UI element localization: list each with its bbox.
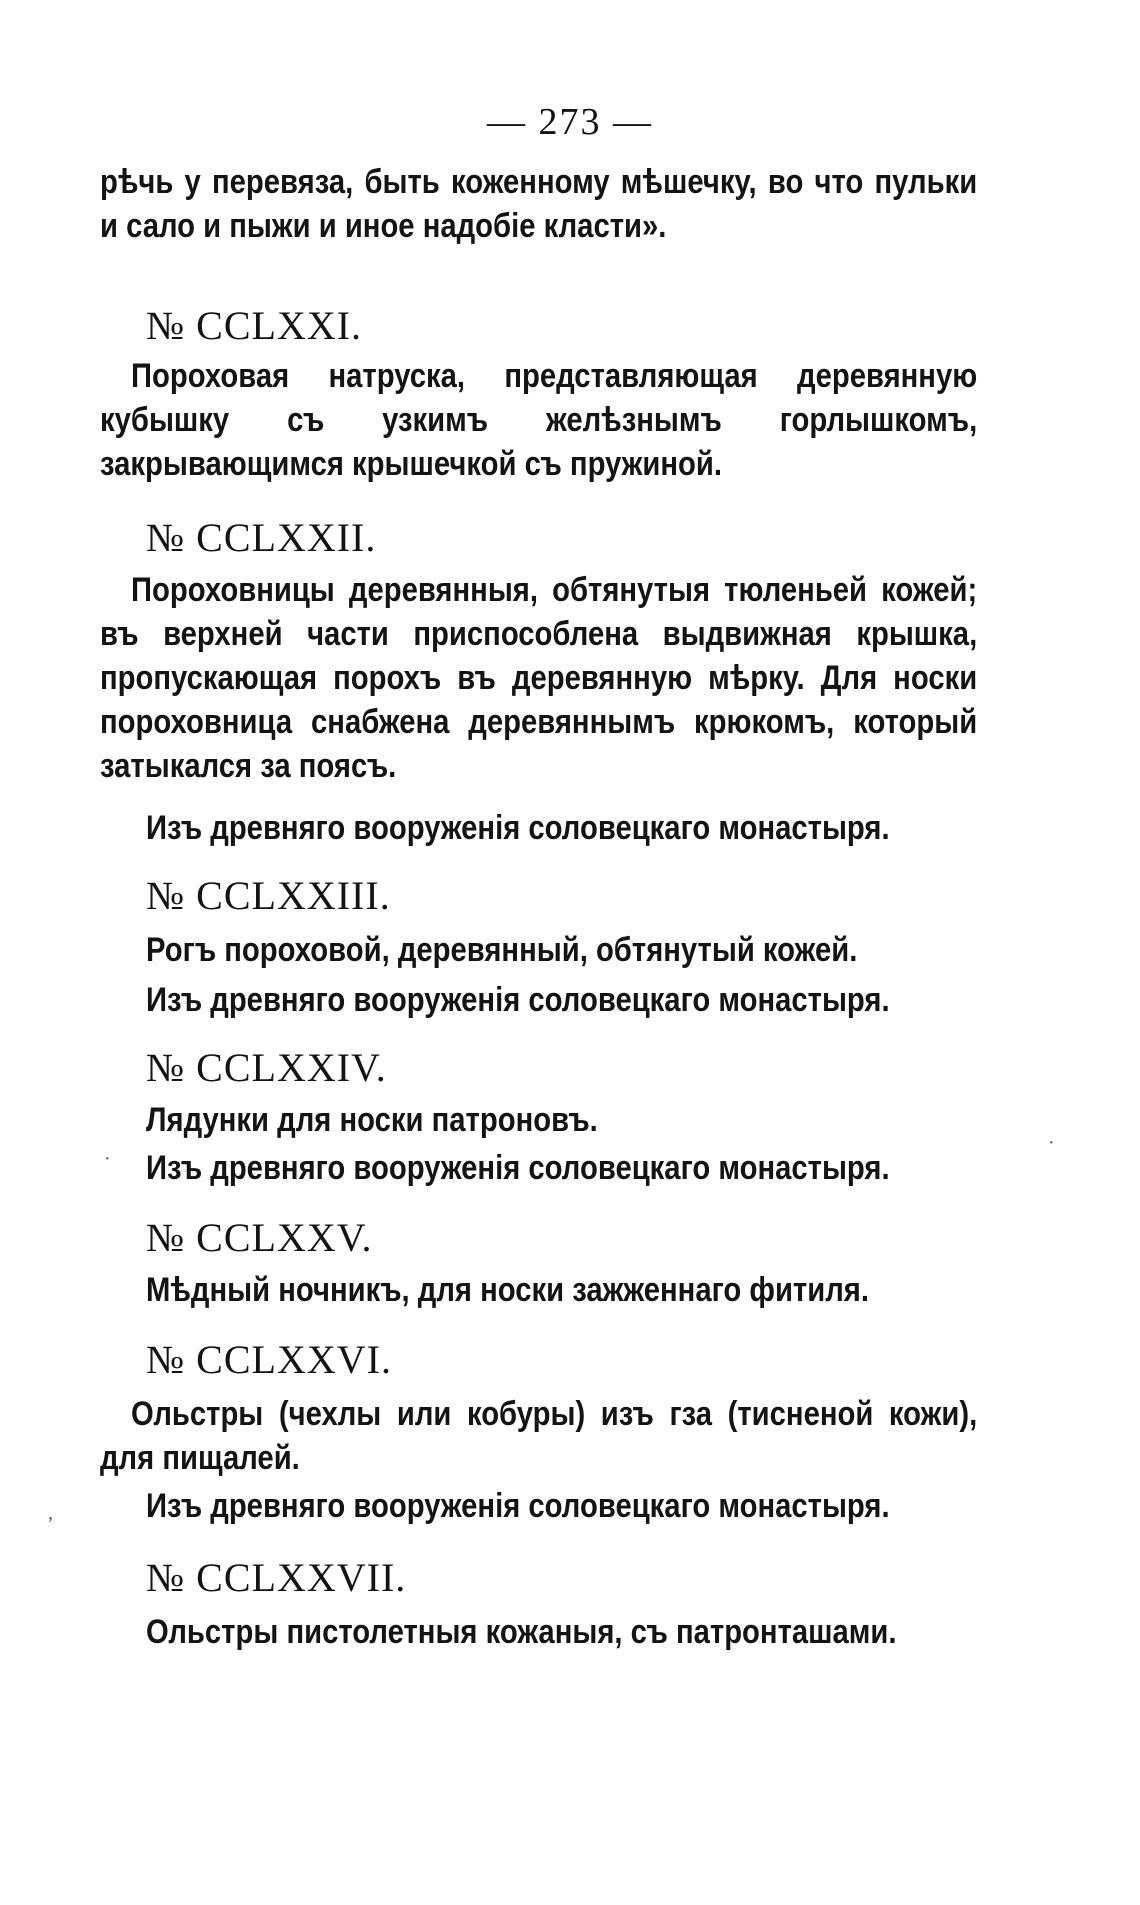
entry-heading [146, 302, 1026, 350]
entry-description [146, 1610, 1026, 1654]
source-note-text: Изъ древняго вооруженія соловецкаго монастыря. [146, 981, 890, 1019]
entry-description-text: Пороховая натруска, представляющая деревянную кубышку съ узкимъ желѣзнымъ горлышкомъ, закрывающимся крышечкой съ пружиной. [100, 357, 978, 483]
entry-description-text: Ольстры (чехлы или кобуры) изъ гза (тисненой кожи), для пищалей. [100, 1395, 978, 1477]
entry-heading-text: № CCLXXV. [146, 1215, 373, 1260]
source-note [146, 1484, 1026, 1528]
entry-heading-text: № CCLXXII. [146, 515, 377, 560]
entry-description [146, 1098, 1026, 1142]
entry-description [146, 1268, 1026, 1312]
entry-description [100, 568, 980, 788]
scan-speck: · [104, 1148, 111, 1170]
entry-heading-text: № CCLXXVI. [146, 1337, 392, 1382]
scan-speck: , [48, 1502, 53, 1524]
source-note-text: Изъ древняго вооруженія соловецкаго монастыря. [146, 809, 890, 847]
entry-description-text: Мѣдный ночникъ, для носки зажженнаго фитиля. [146, 1271, 869, 1309]
page-number: — 273 — [487, 101, 653, 143]
entry-heading-text: № CCLXXIV. [146, 1045, 387, 1090]
scan-speck: · [1048, 1132, 1055, 1154]
continuation-text: рѣчь у перевяза, быть коженному мѣшечку, во что пульки и сало и пыжи и иное надобіе класти». [100, 163, 978, 245]
entry-heading-text: № CCLXXI. [146, 303, 363, 348]
entry-heading-text: № CCLXXVII. [146, 1555, 407, 1600]
entry-description-text: Лядунки для носки патроновъ. [146, 1101, 598, 1139]
entry-heading-text: № CCLXXIII. [146, 873, 391, 918]
source-note-text: Изъ древняго вооруженія соловецкаго монастыря. [146, 1487, 890, 1525]
source-note-text: Изъ древняго вооруженія соловецкаго монастыря. [146, 1149, 890, 1187]
source-note [146, 1146, 1026, 1190]
continuation-paragraph [100, 160, 980, 248]
entry-heading [146, 514, 1026, 562]
entry-heading [146, 1214, 1026, 1262]
entry-description [146, 928, 1026, 972]
entry-description [100, 354, 980, 486]
entry-description-text: Пороховницы деревянныя, обтянутыя тюленьей кожей; въ верхней части приспособлена выдвижная крышка, пропускающая порохъ въ деревянную мѣрку. Для носки пороховница снабжена деревяннымъ крюкомъ, который затыкался за поясъ. [100, 571, 978, 785]
source-note [146, 978, 1026, 1022]
entry-description [100, 1392, 980, 1480]
source-note [146, 806, 1026, 850]
entry-heading [146, 872, 1026, 920]
entry-heading [146, 1554, 1026, 1602]
entry-description-text: Ольстры пистолетныя кожаныя, съ патронташами. [146, 1613, 897, 1651]
entry-description-text: Рогъ пороховой, деревянный, обтянутый кожей. [146, 931, 858, 969]
entry-heading [146, 1336, 1026, 1384]
entry-heading [146, 1044, 1026, 1092]
